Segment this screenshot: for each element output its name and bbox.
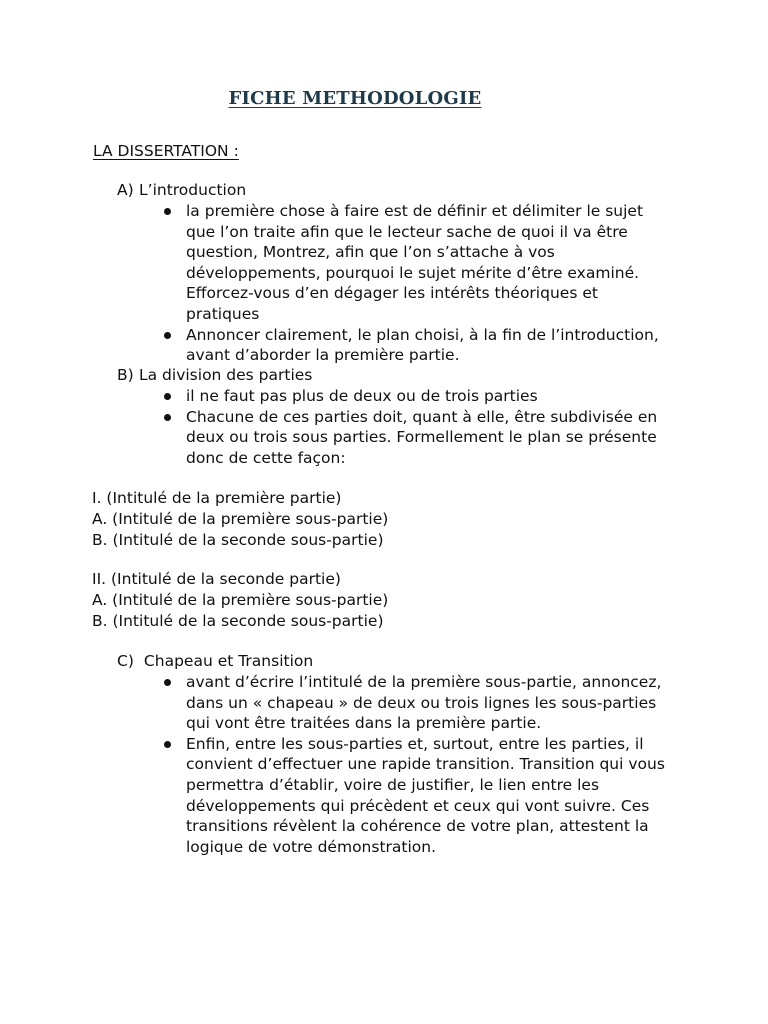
heading-letter: C) xyxy=(117,652,134,670)
plan-subpart-2b: B. (Intitulé de la seconde sous-partie) xyxy=(92,612,384,630)
list-item-text: avant d’écrire l’intitulé de la première sous-partie, annoncez, dans un « chapeau » de deux ou trois lignes les sous-parties qui vont être traitées dans la première partie. xyxy=(186,673,662,733)
plan-subpart-1b: B. (Intitulé de la seconde sous-partie) xyxy=(92,531,384,549)
heading-letter: A) xyxy=(117,181,134,199)
heading-text: Chapeau et Transition xyxy=(139,652,314,670)
bullet-icon xyxy=(164,208,171,215)
bullet-icon xyxy=(164,741,171,748)
bullet-icon xyxy=(164,679,171,686)
list-item xyxy=(160,386,676,407)
list-item xyxy=(160,325,676,366)
list-item-text: Chacune de ces parties doit, quant à elle, être subdivisée en deux ou trois sous parties. Formellement le plan se présente donc de cette façon: xyxy=(186,407,658,467)
heading-introduction xyxy=(117,180,246,201)
bullet-icon xyxy=(164,414,171,421)
heading-text: L’introduction xyxy=(139,181,247,199)
chapeau-transition-bullets xyxy=(160,672,676,857)
bullet-icon xyxy=(164,393,171,400)
heading-division xyxy=(117,365,312,386)
list-item xyxy=(160,734,676,858)
heading-text: La division des parties xyxy=(139,366,313,384)
plan-part-2: II. (Intitulé de la seconde partie) xyxy=(92,570,341,588)
introduction-bullets xyxy=(160,201,676,366)
bullet-icon xyxy=(164,332,171,339)
division-bullets xyxy=(160,386,676,468)
list-item xyxy=(160,201,676,325)
plan-subpart-1a: A. (Intitulé de la première sous-partie) xyxy=(92,510,389,528)
list-item-text: Enfin, entre les sous-parties et, surtout, entre les parties, il convient d’effectuer une rapide transition. Transition qui vous permettra d’établir, voire de justifier, le lien entre les développements qui précèdent et ceux qui vont suivre. Ces transitions révèlent la cohérence de votre plan, attestent la logique de votre démonstration. xyxy=(186,734,665,856)
list-item xyxy=(160,672,676,734)
plan-subpart-2a: A. (Intitulé de la première sous-partie) xyxy=(92,591,389,609)
heading-letter: B) xyxy=(117,366,134,384)
document-title: FICHE METHODOLOGIE xyxy=(228,88,482,109)
plan-part-1: I. (Intitulé de la première partie) xyxy=(92,489,342,507)
list-item-text: la première chose à faire est de définir et délimiter le sujet que l’on traite afin que le lecteur sache de quoi il va être question, Montrez, afin que l’on s’attache à vos développements, pourquoi le sujet mérite d’être examiné. Efforcez-vous d’en dégager les intérêts théoriques et pratiques xyxy=(186,202,644,323)
heading-chapeau-transition xyxy=(117,651,313,672)
list-item-text: Annoncer clairement, le plan choisi, à la fin de l’introduction, avant d’aborder la première partie. xyxy=(186,325,659,365)
list-item xyxy=(160,407,676,469)
list-item-text: il ne faut pas plus de deux ou de trois parties xyxy=(186,387,538,405)
section-title: LA DISSERTATION : xyxy=(93,142,239,160)
